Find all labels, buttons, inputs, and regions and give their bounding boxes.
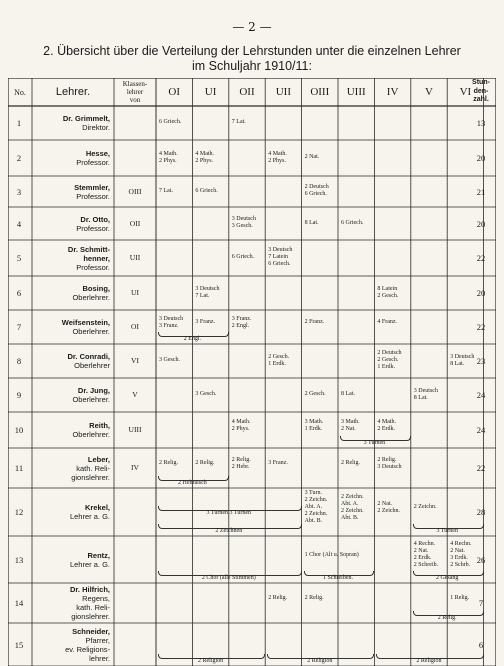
lesson-entry: 3 Math. xyxy=(341,418,360,425)
total-hours: 24 xyxy=(476,425,486,435)
lesson-cell xyxy=(450,354,474,368)
class-teacher-of: UI xyxy=(131,288,139,297)
total-hours: 22 xyxy=(476,463,486,473)
lesson-entry: 2 Zeichn. xyxy=(377,507,401,514)
row-number: 6 xyxy=(16,288,22,298)
lesson-entry: 3 Deutsch xyxy=(268,247,293,254)
lesson-cell xyxy=(377,457,401,471)
teacher-name xyxy=(32,386,110,404)
lesson-entry: 8 Lat. xyxy=(341,391,355,398)
total-hours: 13 xyxy=(476,118,486,128)
teacher-title-line: ev. Religions- xyxy=(65,644,110,654)
lesson-entry: 2 Schreib. xyxy=(413,562,439,569)
header-class-uii: UII xyxy=(275,86,292,98)
lesson-cell xyxy=(159,119,181,126)
lesson-entry: 7 Lat. xyxy=(231,119,246,126)
header-total-line: den- xyxy=(473,87,489,95)
lesson-entry: 4 Franz. xyxy=(377,319,398,326)
span-label: 2 Hebräisch xyxy=(177,480,207,486)
teacher-name-line: henner, xyxy=(83,253,110,263)
lesson-entry: 3 Deutsch xyxy=(195,285,220,292)
header-class-oiii: OIII xyxy=(310,86,330,98)
teacher-name-line: Schneider, xyxy=(72,626,110,636)
lesson-entry: 3 Erdk. xyxy=(450,555,468,562)
lesson-cell xyxy=(450,595,469,602)
total-hours: 28 xyxy=(476,507,486,517)
header-class-iv: IV xyxy=(386,86,399,98)
teacher-name xyxy=(32,627,110,663)
lesson-entry: 6 Griech. xyxy=(159,119,182,126)
teacher-name-line: Rentz, xyxy=(87,550,110,560)
lesson-cell xyxy=(232,119,246,126)
teacher-title-line: Professor. xyxy=(76,158,110,167)
lesson-entry: 8 Lat. xyxy=(450,360,465,367)
lesson-cell xyxy=(159,151,178,165)
teacher-name-line: Dr. Jung, xyxy=(77,386,110,395)
total-hours: 7 xyxy=(478,598,484,608)
total-hours: 26 xyxy=(476,554,486,565)
header-total-line: Stun- xyxy=(472,79,490,86)
lesson-entry: 6 Griech. xyxy=(341,219,364,226)
lesson-cell xyxy=(195,188,217,195)
lesson-cell xyxy=(268,151,287,165)
header-teacher: Lehrer. xyxy=(55,86,91,98)
lesson-entry: 8 Lat. xyxy=(304,219,319,226)
lesson-entry: 2 Relig. xyxy=(304,595,324,602)
lesson-entry: 2 Zeichn. xyxy=(341,493,364,500)
total-hours: 22 xyxy=(476,253,486,263)
row-number: 11 xyxy=(14,463,24,473)
row-number: 8 xyxy=(16,356,22,366)
lesson-entry: 3 Gesch. xyxy=(159,357,180,364)
lesson-entry: 2 Nat. xyxy=(304,154,320,161)
span-label: 2 Engl. xyxy=(183,336,202,342)
lesson-entry: 2 Relig. xyxy=(341,460,360,467)
lesson-entry: 2 Phys. xyxy=(159,157,177,164)
lesson-entry: 2 Franz. xyxy=(304,319,325,326)
lesson-cell xyxy=(232,316,252,330)
lesson-cell xyxy=(195,319,215,326)
row-number: 7 xyxy=(16,322,22,332)
teacher-name-line: Dr. Grimmelt, xyxy=(62,114,110,123)
teacher-name xyxy=(32,455,110,482)
lesson-entry: 3 Franz. xyxy=(231,315,252,322)
lesson-entry: 6 Griech. xyxy=(195,187,218,194)
lesson-cell xyxy=(305,391,326,398)
teacher-name xyxy=(32,284,110,302)
lesson-cell xyxy=(195,286,219,300)
title-line-1: 2. Übersicht über die Verteilung der Lehrstunden unter die einzelnen Lehrer xyxy=(43,44,461,58)
lesson-cell xyxy=(341,494,364,522)
span-label: 2 Religion xyxy=(416,658,442,664)
lesson-entry: 3 Gesch. xyxy=(231,223,253,230)
span-label: 2 Religion xyxy=(307,658,333,664)
lesson-cell xyxy=(232,419,251,433)
header-class-teacher-line: Klassen- xyxy=(122,80,148,88)
teacher-name-line: Dr. Schmitt- xyxy=(67,244,110,254)
total-hours: 20 xyxy=(476,288,486,298)
lesson-entry: 2 Nat. xyxy=(413,548,429,555)
lesson-entry: 2 Zeichn. xyxy=(341,507,364,514)
lesson-cell xyxy=(414,541,438,569)
row-number: 4 xyxy=(16,218,22,229)
lesson-entry: 3 Turn. xyxy=(304,490,322,496)
teacher-title-line: gionslehrer. xyxy=(71,472,110,482)
teacher-name-line: Dr. Conradi, xyxy=(67,352,110,361)
lesson-entry: 2 Relig. xyxy=(159,460,178,467)
lesson-entry: 2 Hebr. xyxy=(231,463,250,470)
header-class-oi: OI xyxy=(168,86,180,98)
lesson-entry: 1 Erdk. xyxy=(304,425,323,432)
teacher-name xyxy=(32,503,110,521)
lesson-entry: 4 Math. xyxy=(159,150,178,157)
span-label: 2 Gesang xyxy=(435,575,459,581)
lesson-entry: Abt. A. xyxy=(304,504,323,510)
lesson-cell xyxy=(450,541,471,569)
lesson-entry: 2 Deutsch xyxy=(377,350,402,357)
span-label: 3 Turnen 3 Turnen xyxy=(206,510,252,516)
row-number: 2 xyxy=(16,153,22,163)
teacher-name xyxy=(32,245,110,272)
total-hours: 21 xyxy=(476,186,486,197)
lesson-cell xyxy=(195,460,214,467)
teacher-title-line: Oberlehrer xyxy=(74,361,110,370)
lesson-entry: 7 Lat. xyxy=(195,292,210,299)
lesson-entry: 3 Deutsch xyxy=(413,387,438,394)
lesson-entry: 2 Erdk. xyxy=(413,555,432,562)
header-total xyxy=(466,79,496,105)
teacher-name-line: Stemmler, xyxy=(74,182,110,192)
span-label: 1 Schreiben. xyxy=(322,575,353,581)
lesson-entry: 2 Zeichn. xyxy=(304,511,328,517)
lesson-entry: 2 Deutsch xyxy=(304,184,329,191)
header-class-uiii: UIII xyxy=(346,86,366,98)
teacher-title-line: Professor. xyxy=(76,191,110,201)
teacher-title-line: Lehrer a. G. xyxy=(69,512,110,521)
lesson-cell xyxy=(232,216,256,230)
total-hours: 22 xyxy=(476,322,486,332)
row-number: 14 xyxy=(14,598,24,608)
teacher-title-line: Direktor. xyxy=(82,123,110,132)
lesson-cell xyxy=(232,457,251,471)
teacher-name-line: Dr. Otto, xyxy=(80,214,110,224)
lesson-cell xyxy=(159,316,183,330)
class-teacher-of: OII xyxy=(129,218,141,228)
span-label: 2 Religion xyxy=(198,658,224,664)
lesson-cell xyxy=(377,350,401,371)
span-label: 2 Chor (alle Stimmen) xyxy=(201,575,256,581)
span-label: 3 Turnen xyxy=(436,528,458,534)
lesson-entry: 2 Gesch. xyxy=(268,353,290,360)
teacher-title-line: kath. Reli- xyxy=(76,463,110,473)
header-class-teacher-line: von xyxy=(129,96,141,104)
teacher-name-line: Leber, xyxy=(87,454,110,464)
lesson-entry: 4 Math. xyxy=(195,150,215,157)
class-teacher-of: UII xyxy=(129,253,141,262)
lesson-entry: 8 Lat. xyxy=(413,394,428,401)
header-class-teacher-line: lehrer xyxy=(126,88,144,96)
lesson-entry: 3 Math. xyxy=(304,418,324,425)
lesson-cell xyxy=(414,504,437,511)
lesson-entry: 7 Lat. xyxy=(159,187,173,194)
lesson-entry: 4 Rechn. xyxy=(450,541,472,548)
lesson-entry: 4 Rechn. xyxy=(413,541,436,548)
teacher-name xyxy=(32,149,110,167)
lesson-cell xyxy=(414,388,438,402)
lesson-entry: 1 Chor (Alt u. Sopran) xyxy=(304,551,359,558)
lesson-cell xyxy=(268,354,289,368)
teacher-title-line: Professor. xyxy=(76,262,110,272)
lesson-entry: 3 Franz. xyxy=(268,460,288,467)
lesson-entry: 3 Gesch. xyxy=(195,391,217,398)
title-line-2: im Schuljahr 1910/11: xyxy=(192,59,312,73)
lesson-cell xyxy=(305,319,325,326)
teacher-name xyxy=(32,551,110,569)
lesson-cell xyxy=(268,247,292,268)
row-number: 15 xyxy=(14,639,24,650)
total-hours: 23 xyxy=(476,356,486,366)
lesson-entry: 2 Zeichn. xyxy=(413,504,437,511)
lesson-cell xyxy=(232,254,254,261)
total-hours: 20 xyxy=(476,218,486,229)
header-total-line: zahl. xyxy=(473,96,489,103)
lesson-entry: 2 Relig. xyxy=(231,456,251,463)
lesson-cell xyxy=(377,501,400,515)
teacher-name xyxy=(32,318,110,336)
lesson-entry: 4 Math. xyxy=(377,418,397,425)
teacher-name xyxy=(32,421,110,439)
header-class-teacher xyxy=(114,80,156,104)
lesson-cell xyxy=(341,419,360,433)
class-teacher-of: OIII xyxy=(128,186,142,196)
row-number: 10 xyxy=(14,425,24,435)
class-teacher-of: OI xyxy=(131,322,139,331)
lesson-cell xyxy=(377,286,398,300)
header-class-v: V xyxy=(425,86,433,98)
lesson-entry: 2 Gesch. xyxy=(377,292,399,299)
teacher-name-line: Reith, xyxy=(89,421,110,430)
lesson-entry: 6 Griech. xyxy=(268,261,291,268)
lesson-entry: 2 Nat. xyxy=(377,500,393,507)
lesson-entry: 2 Engl. xyxy=(231,322,250,329)
teacher-title-line: gionslehrer. xyxy=(71,612,110,621)
teacher-title-line: Oberlehrer. xyxy=(72,327,110,336)
lesson-entry: 3 Franz. xyxy=(159,322,179,329)
teacher-name xyxy=(32,352,110,370)
row-number: 12 xyxy=(14,507,24,517)
lesson-cell xyxy=(377,419,396,433)
lesson-cell xyxy=(159,460,178,467)
page-number: — 2 — xyxy=(232,20,272,34)
lesson-entry: 2 Phys. xyxy=(268,157,286,164)
total-hours: 6 xyxy=(478,639,484,650)
lesson-cell xyxy=(305,490,328,525)
lesson-entry: 2 Schrb. xyxy=(450,562,471,569)
lesson-cell xyxy=(341,220,363,227)
lesson-entry: 1 Relig. xyxy=(450,595,470,602)
teacher-title-line: Oberlehrer. xyxy=(72,430,110,439)
lesson-entry: 2 Gesch. xyxy=(304,391,326,398)
lesson-cell xyxy=(305,184,329,198)
teacher-name xyxy=(32,215,110,233)
row-number: 5 xyxy=(16,253,22,263)
lesson-cell xyxy=(377,319,397,326)
lesson-entry: 1 Erdk. xyxy=(377,364,396,371)
teacher-name xyxy=(32,585,110,621)
lesson-cell xyxy=(195,151,214,165)
teacher-name-line: Bosing, xyxy=(82,284,110,293)
lesson-entry: 2 Erdk. xyxy=(377,425,396,432)
lesson-entry: 2 Gesch. xyxy=(377,357,399,364)
lesson-entry: 3 Deutsch xyxy=(450,353,475,360)
teacher-name-line: Krekel, xyxy=(84,503,110,512)
lesson-entry: 3 Deutsch xyxy=(159,315,184,322)
lesson-entry: Abt. A. xyxy=(341,500,359,507)
lesson-cell xyxy=(341,460,360,467)
lesson-cell xyxy=(305,220,319,227)
teacher-title-line: Oberlehrer. xyxy=(72,395,110,404)
lesson-cell xyxy=(305,154,320,161)
lesson-entry: 2 Nat. xyxy=(341,425,356,432)
lesson-cell xyxy=(159,357,180,364)
teacher-title-line: Professor. xyxy=(76,223,110,233)
teacher-title-line: Regens, xyxy=(82,594,110,603)
header-class-ui: UI xyxy=(204,86,217,98)
lesson-cell xyxy=(268,460,288,467)
teacher-title-line: Lehrer a. G. xyxy=(69,559,110,569)
lesson-entry: 3 Deutsch xyxy=(231,216,256,223)
teacher-title-line: Oberlehrer. xyxy=(72,293,110,302)
class-teacher-of: UIII xyxy=(128,425,142,434)
class-teacher-of: IV xyxy=(131,463,139,472)
lesson-cell xyxy=(159,188,173,195)
lesson-cell xyxy=(195,391,216,398)
header-no: No. xyxy=(14,88,26,97)
class-teacher-of: V xyxy=(132,390,138,399)
lesson-cell xyxy=(305,595,324,602)
row-number: 13 xyxy=(14,554,24,565)
lesson-entry: 7 Latein xyxy=(268,254,289,261)
teacher-name xyxy=(32,114,110,132)
span-label: 2 Relig. xyxy=(437,615,457,621)
lesson-entry: 2 Zeichn. xyxy=(304,497,328,503)
lesson-entry: 2 Relig. xyxy=(268,595,288,602)
lesson-entry: 3 Franz. xyxy=(195,319,216,326)
header-class-oii: OII xyxy=(239,86,255,98)
lesson-entry: 1 Erdk. xyxy=(268,360,286,367)
lesson-entry: 2 Nat. xyxy=(450,548,465,555)
lesson-entry: 4 Math. xyxy=(268,150,287,157)
lesson-cell xyxy=(268,595,287,602)
teacher-title-line: kath. Reli- xyxy=(76,603,110,612)
lesson-entry: 2 Phys. xyxy=(231,425,250,432)
span-label: 2 Zeichnen xyxy=(215,528,243,534)
lesson-entry: 6 Griech. xyxy=(304,191,327,198)
teacher-name-line: Hesse, xyxy=(85,149,110,158)
teacher-name-line: Dr. Hilfrich, xyxy=(69,585,110,594)
lesson-entry: 2 Relig. xyxy=(377,456,397,463)
lesson-entry: 8 Latein xyxy=(377,285,398,292)
lesson-entry: Abt. B. xyxy=(304,518,323,524)
row-number: 9 xyxy=(16,390,22,400)
row-number: 3 xyxy=(16,186,22,197)
teacher-name-line: Weifsenstein, xyxy=(61,318,110,327)
total-hours: 20 xyxy=(476,153,486,163)
lesson-entry: Abt. B. xyxy=(341,514,359,521)
lesson-cell xyxy=(305,552,359,559)
class-teacher-of: VI xyxy=(131,356,139,365)
lesson-cell xyxy=(305,419,324,433)
page-title xyxy=(0,44,504,74)
header-class-vi: VI xyxy=(459,86,472,98)
total-hours: 24 xyxy=(476,390,486,400)
lesson-entry: 4 Math. xyxy=(231,418,251,425)
lesson-entry: 2 Relig. xyxy=(195,460,215,467)
teacher-name xyxy=(32,183,110,201)
span-label: 3 Turnen xyxy=(363,440,386,446)
row-number: 1 xyxy=(16,118,22,128)
teacher-title-line: Pfarrer, xyxy=(85,635,110,645)
lesson-cell xyxy=(341,391,355,398)
lesson-entry: 6 Griech. xyxy=(231,254,255,261)
teacher-title-line: lehrer. xyxy=(89,653,110,663)
lesson-entry: 3 Deutsch xyxy=(377,463,402,470)
lesson-entry: 2 Phys. xyxy=(195,157,214,164)
